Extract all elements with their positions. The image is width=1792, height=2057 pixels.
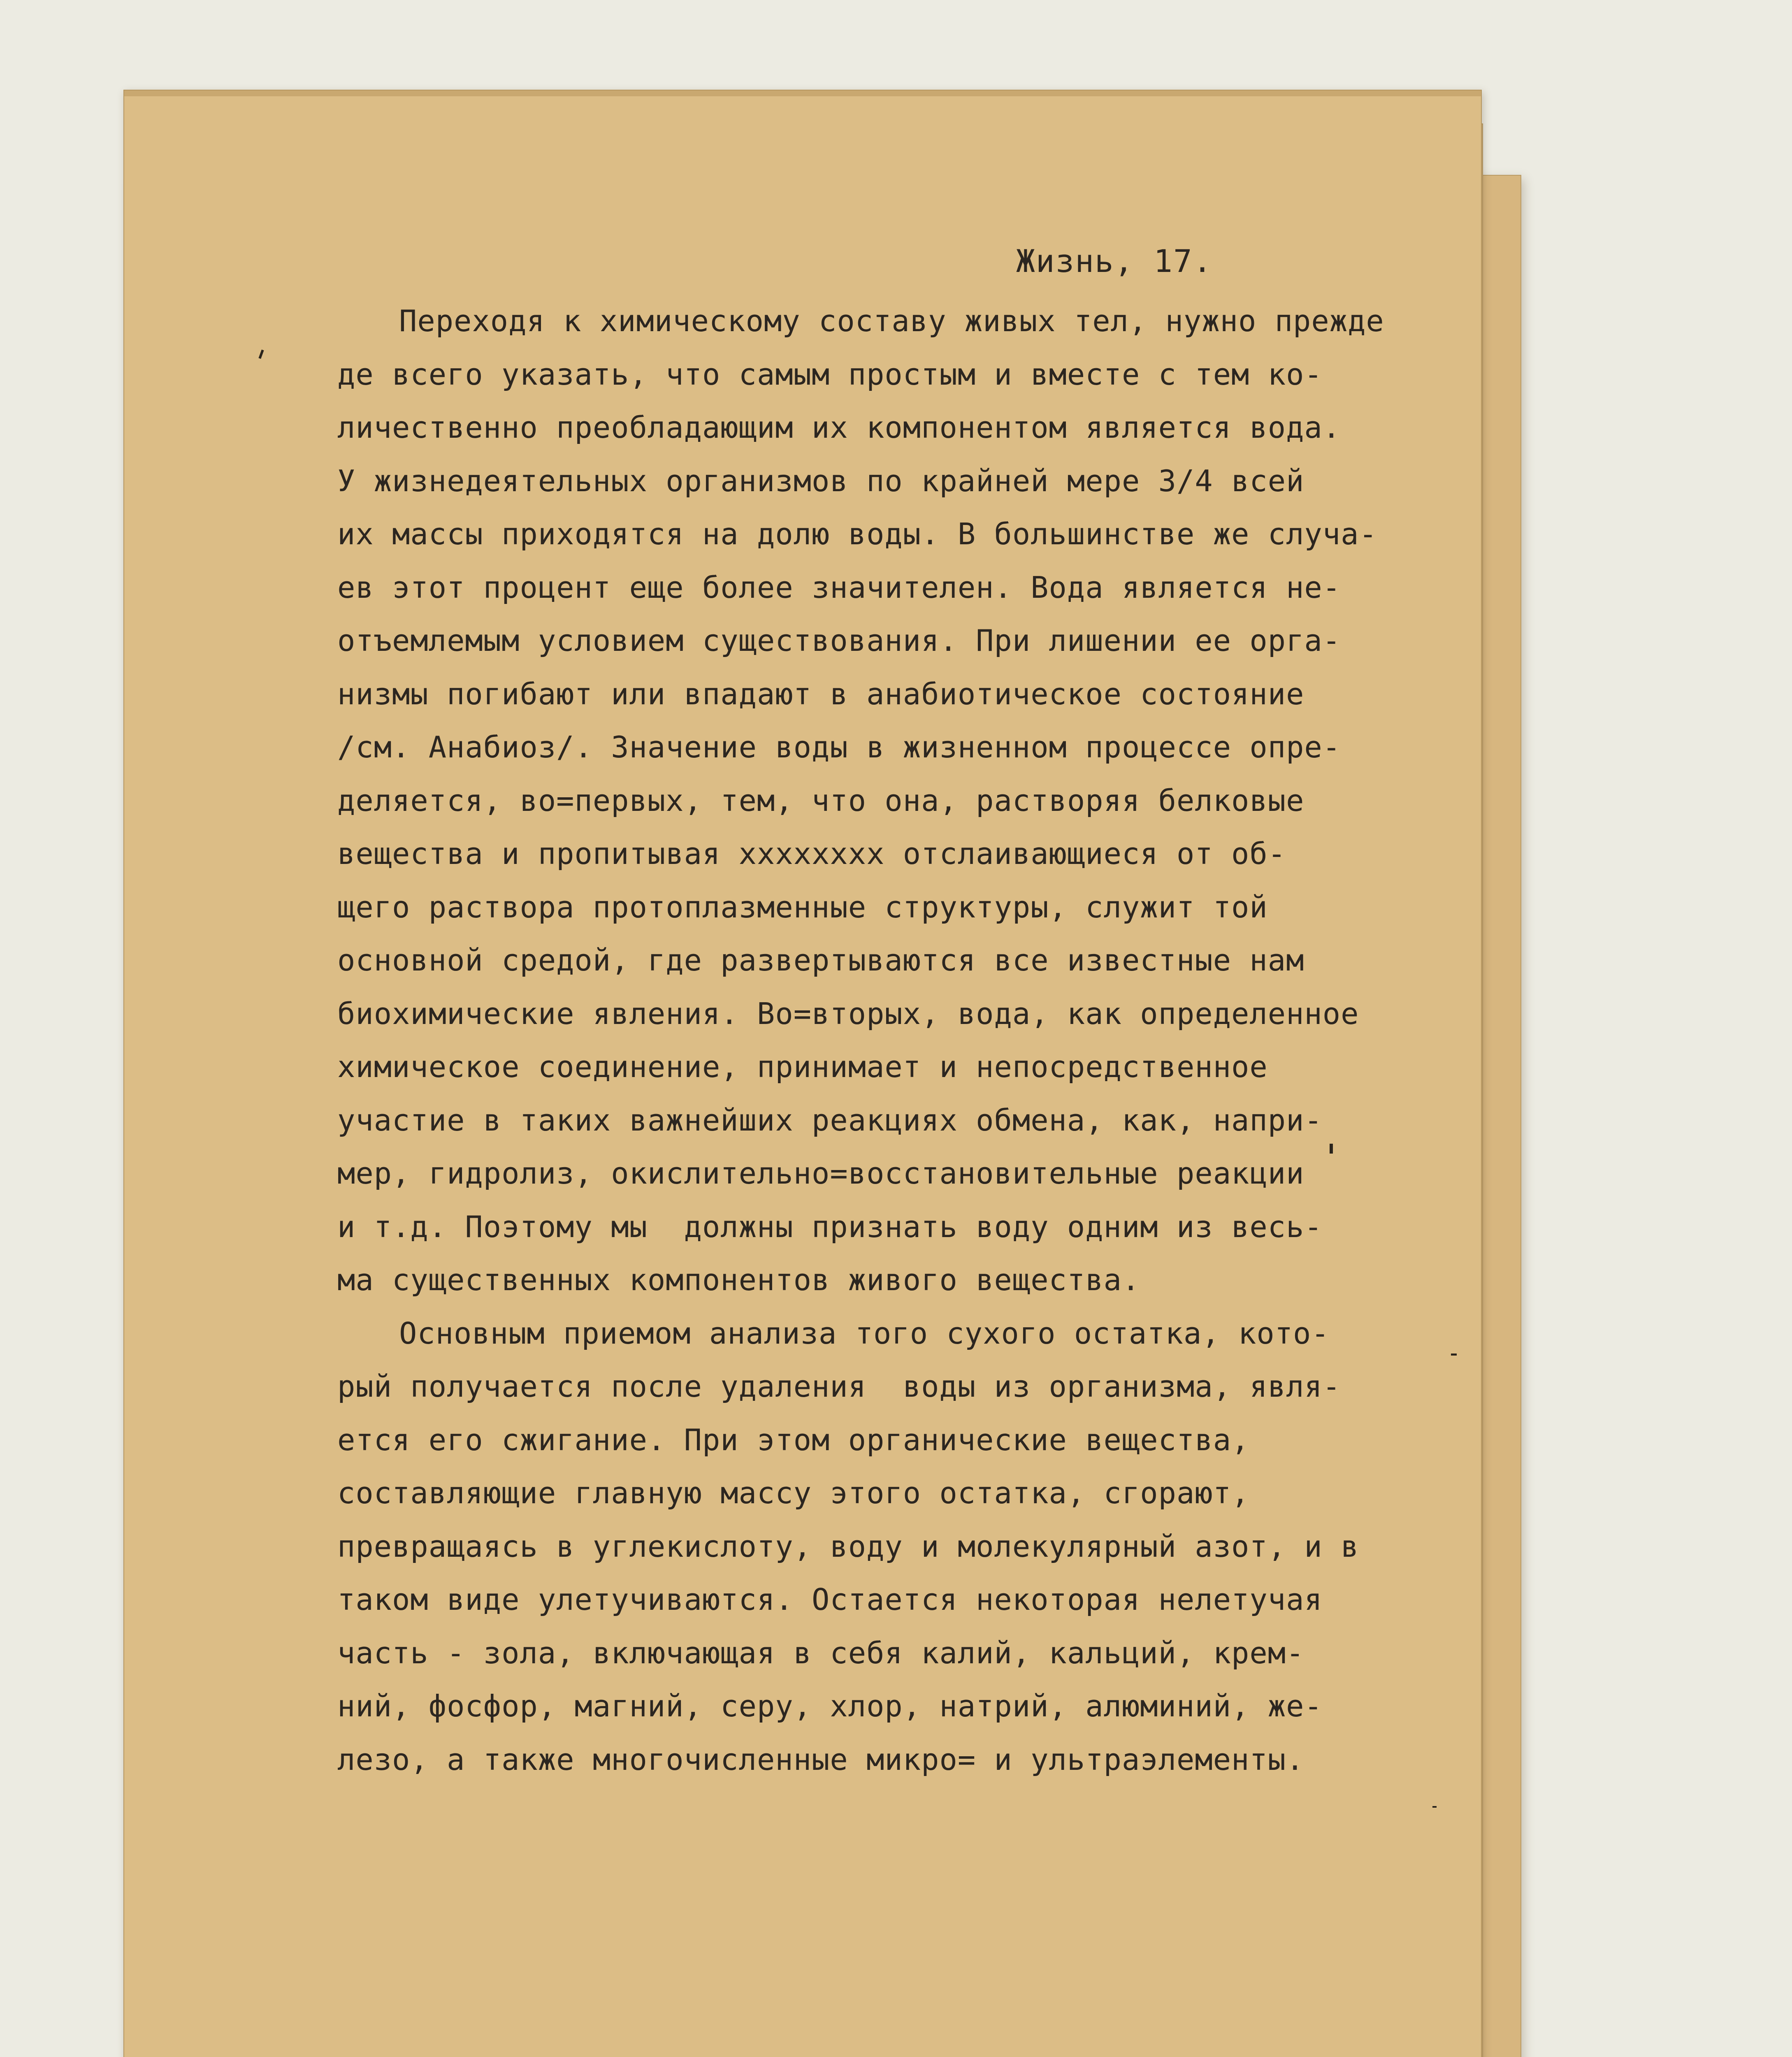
text-line: биохимические явления. Во=вторых, вода, как определенное — [337, 996, 1359, 1031]
text-line: лезо, а также многочисленные микро= и ультраэлементы. — [337, 1742, 1305, 1777]
text-line: личественно преобладающим их компонентом является вода. — [337, 410, 1341, 445]
text-line: их массы приходятся на долю воды. В большинстве же случа- — [337, 517, 1377, 551]
text-line: ний, фосфор, магний, серу, хлор, натрий, алюминий, же- — [337, 1689, 1323, 1723]
text-line: и т.д. Поэтому мы должны признать воду одним из весь- — [337, 1209, 1323, 1244]
text-line: отъемлемым условием существования. При лишении ее орга- — [337, 623, 1341, 658]
typed-text-body — [337, 298, 1407, 1790]
paper-fiber-mark — [1451, 1354, 1457, 1356]
text-line: таком виде улетучиваются. Остается некоторая нелетучая — [337, 1582, 1323, 1617]
text-line: Основным приемом анализа того сухого остатка, кото- — [399, 1316, 1330, 1351]
text-line: ется его сжигание. При этом органические вещества, — [337, 1422, 1250, 1457]
text-line: химическое соединение, принимает и непосредственное — [337, 1049, 1268, 1084]
text-line: основной средой, где развертываются все известные нам — [337, 943, 1305, 977]
text-line: мер, гидролиз, окислительно=восстановительные реакции — [337, 1156, 1305, 1191]
text-line: де всего указать, что самым простым и вместе с тем ко- — [337, 357, 1323, 392]
text-line: щего раствора протоплазменные структуры, служит той — [337, 889, 1268, 924]
paper-fiber-mark — [1432, 1806, 1437, 1808]
text-line: У жизнедеятельных организмов по крайней мере 3/4 всей — [337, 463, 1305, 498]
text-line: рый получается после удаления воды из организма, явля- — [337, 1369, 1341, 1404]
text-line: ма существенных компонентов живого вещества. — [337, 1263, 1140, 1297]
text-line: низмы погибают или впадают в анабиотическое состояние — [337, 676, 1305, 711]
paper-fiber-mark — [258, 350, 264, 359]
text-line: /см. Анабиоз/. Значение воды в жизненном процессе опре- — [337, 730, 1341, 764]
text-line: превращаясь в углекислоту, воду и молекулярный азот, и в — [337, 1529, 1359, 1564]
text-line: участие в таких важнейших реакциях обмена, как, напри- — [337, 1103, 1323, 1138]
text-line: ев этот процент еще более значителен. Вода является не- — [337, 570, 1341, 605]
text-line: часть - зола, включающая в себя калий, кальций, крем- — [337, 1635, 1305, 1670]
text-line: деляется, во=первых, тем, что она, растворяя белковые — [337, 783, 1305, 818]
text-line: вещества и пропитывая xxxxxxxx отслаивающиеся от об- — [337, 836, 1286, 871]
page-number: Жизнь, 17. — [1016, 243, 1213, 279]
text-line: составляющие главную массу этого остатка, сгорают, — [337, 1476, 1250, 1510]
text-line: Переходя к химическому составу живых тел, нужно прежде — [399, 304, 1384, 338]
